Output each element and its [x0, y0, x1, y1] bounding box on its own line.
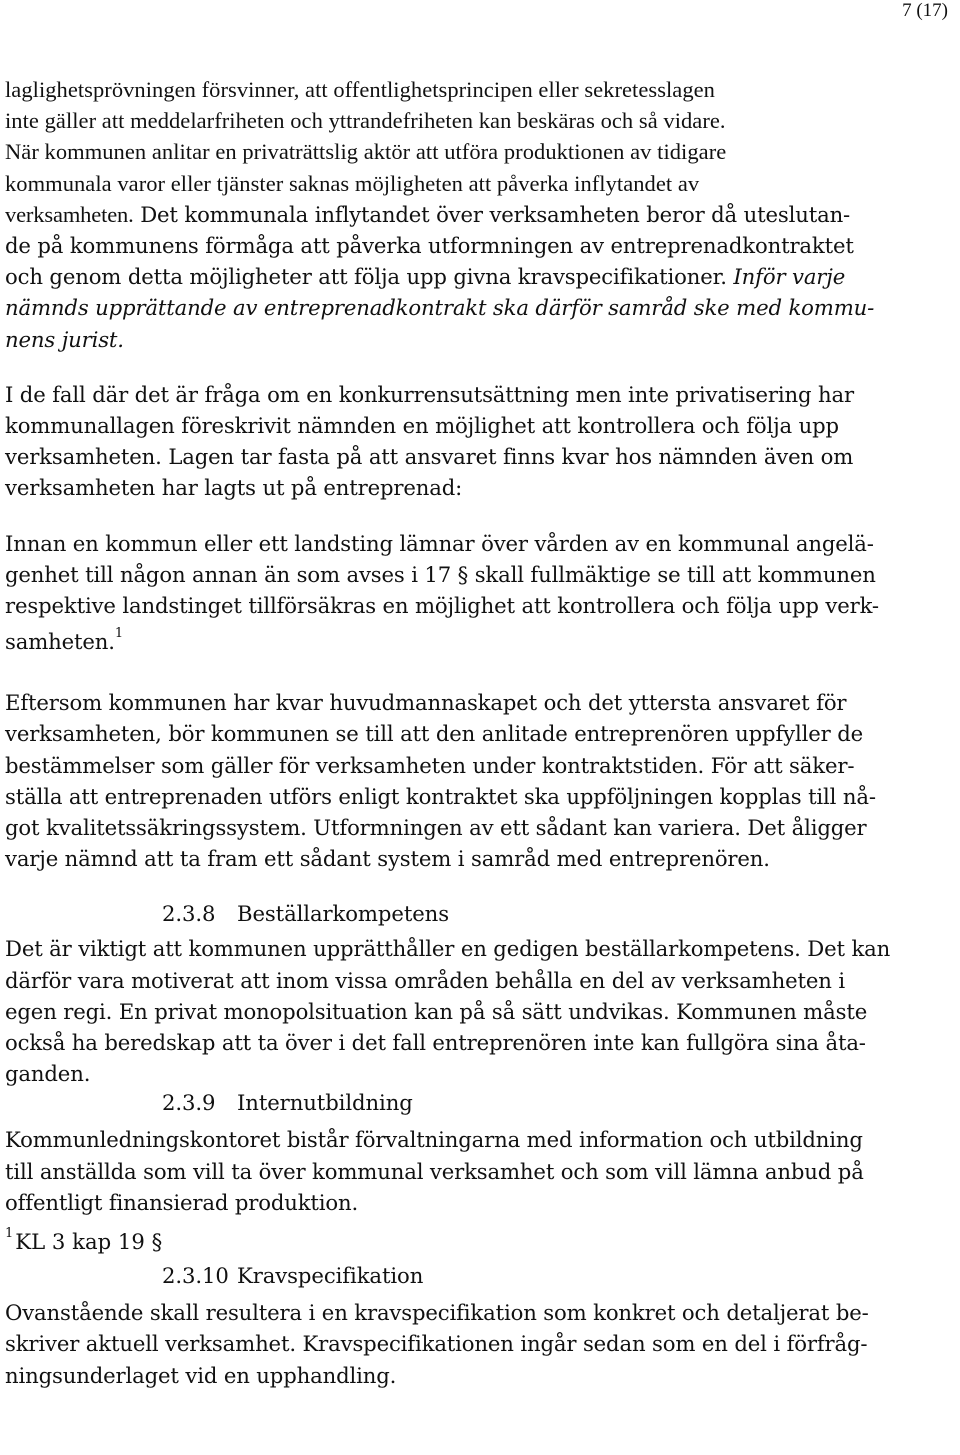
italic-segment: Inför varje	[726, 264, 846, 290]
text-line	[5, 261, 955, 292]
italic-segment: nämnds upprättande av entreprenadkontrakt ska därför samråd ske med kommu-	[5, 295, 875, 321]
text-line: därför vara motiverat att inom vissa områden behålla en del av verksamheten i	[5, 967, 845, 993]
paragraph-competition	[5, 379, 955, 504]
text-line: verksamheten har lagts ut på entreprenad:	[5, 475, 463, 501]
text-line: bestämmelser som gäller för verksamheten under kontraktstiden. För att säker-	[5, 752, 855, 778]
footnote-reference[interactable]: 1	[114, 626, 123, 642]
text-line: varje nämnd att ta fram ett sådant system i samråd med entreprenören.	[5, 846, 770, 872]
paragraph-intro	[5, 74, 955, 199]
section-title: Beställarkompetens	[237, 901, 449, 927]
text-line: verksamheten. Lagen tar fasta på att ansvaret finns kvar hos nämnden även om	[5, 444, 854, 470]
page-number: 7 (17)	[902, 0, 948, 21]
section-title: Internutbildning	[237, 1090, 413, 1116]
text-line: Kommunledningskontoret bistår förvaltningarna med information och utbildning	[5, 1127, 863, 1153]
text-line: genhet till någon annan än som avses i 17 § skall fullmäktige se till att kommunen	[5, 561, 876, 587]
paragraph-responsibility	[5, 687, 955, 874]
text-line: också ha beredskap att ta över i det fall entreprenören inte kan fullgöra sina åta-	[5, 1030, 866, 1056]
text-line	[5, 324, 955, 355]
text-line: got kvalitetssäkringssystem. Utformningen av ett sådant kan variera. Det åligger	[5, 815, 867, 841]
footnote-text: KL 3 kap 19 §	[15, 1229, 163, 1255]
text-line: I de fall där det är fråga om en konkurrensutsättning men inte privatisering har	[5, 381, 854, 407]
section-heading-2-3-8	[5, 898, 955, 929]
law-quote	[5, 528, 955, 664]
italic-segment: nens jurist.	[5, 326, 124, 352]
paragraph-influence	[5, 199, 955, 355]
text-line: ställa att entreprenaden utförs enligt kontraktet ska uppföljningen kopplas till nå-	[5, 783, 876, 809]
text-line: Det är viktigt att kommunen upprätthåller en gedigen beställarkompetens. Det kan	[5, 936, 891, 962]
paragraph-internal-training	[5, 1124, 955, 1218]
text-line: ganden.	[5, 1061, 91, 1087]
footnote	[5, 1226, 955, 1261]
text-line: ningsunderlaget vid en upphandling.	[5, 1362, 397, 1388]
text-line: respektive landstinget tillförsäkras en möjlighet att kontrollera och följa upp verk-	[5, 593, 879, 619]
text-line: verksamheten, bör kommunen se till att den anlitade entreprenören uppfyller de	[5, 721, 863, 747]
text-line: Innan en kommun eller ett landsting lämnar över vården av en kommunal angelä-	[5, 530, 874, 556]
section-number: 2.3.10	[162, 1263, 229, 1289]
text-line: kommunallagen föreskrivit nämnden en möjlighet att kontrollera och följa upp	[5, 413, 839, 439]
text-line	[5, 199, 955, 230]
text-line: Ovanstående skall resultera i en kravspecifikation som konkret och detaljerat be-	[5, 1300, 869, 1326]
footnote-mark: 1	[5, 1226, 14, 1242]
text-line: laglighetsprövningen försvinner, att offentlighetsprincipen eller sekretesslagen	[5, 77, 715, 102]
text-segment: och genom detta möjligheter att följa upp givna kravspecifikationer.	[5, 264, 727, 290]
paragraph-ordering-competence	[5, 933, 955, 1089]
text-line: skriver aktuell verksamhet. Kravspecifikationen ingår sedan som en del i förfråg-	[5, 1331, 868, 1357]
section-title: Kravspecifikation	[237, 1263, 424, 1289]
section-number: 2.3.9	[162, 1090, 216, 1116]
section-heading-2-3-10	[5, 1260, 955, 1291]
text-line: offentligt finansierad produktion.	[5, 1189, 359, 1215]
text-line: egen regi. En privat monopolsituation kan på så sätt undvikas. Kommunen måste	[5, 998, 868, 1024]
text-line	[5, 292, 955, 323]
text-line: När kommunen anlitar en privaträttslig aktör att utföra produktionen av tidigare	[5, 139, 727, 165]
text-segment: samheten.	[5, 629, 115, 655]
paragraph-requirements	[5, 1297, 955, 1391]
document-body	[5, 74, 955, 1391]
text-line: inte gäller att meddelarfriheten och yttrandefriheten kan beskäras och så vidare.	[5, 108, 726, 134]
text-line: Eftersom kommunen har kvar huvudmannaskapet och det yttersta ansvaret för	[5, 690, 847, 716]
text-segment: Det kommunala inflytandet över verksamheten beror då uteslutan-	[133, 201, 851, 227]
text-segment: verksamheten.	[5, 201, 134, 227]
section-heading-2-3-9	[5, 1087, 955, 1118]
text-line: kommunala varor eller tjänster saknas möjligheten att påverka inflytandet av	[5, 170, 700, 196]
text-line: till anställda som vill ta över kommunal verksamhet och som vill lämna anbud på	[5, 1158, 864, 1184]
text-line: de på kommunens förmåga att påverka utformningen av entreprenadkontraktet	[5, 233, 854, 259]
section-number: 2.3.8	[162, 901, 216, 927]
text-line	[5, 621, 955, 663]
